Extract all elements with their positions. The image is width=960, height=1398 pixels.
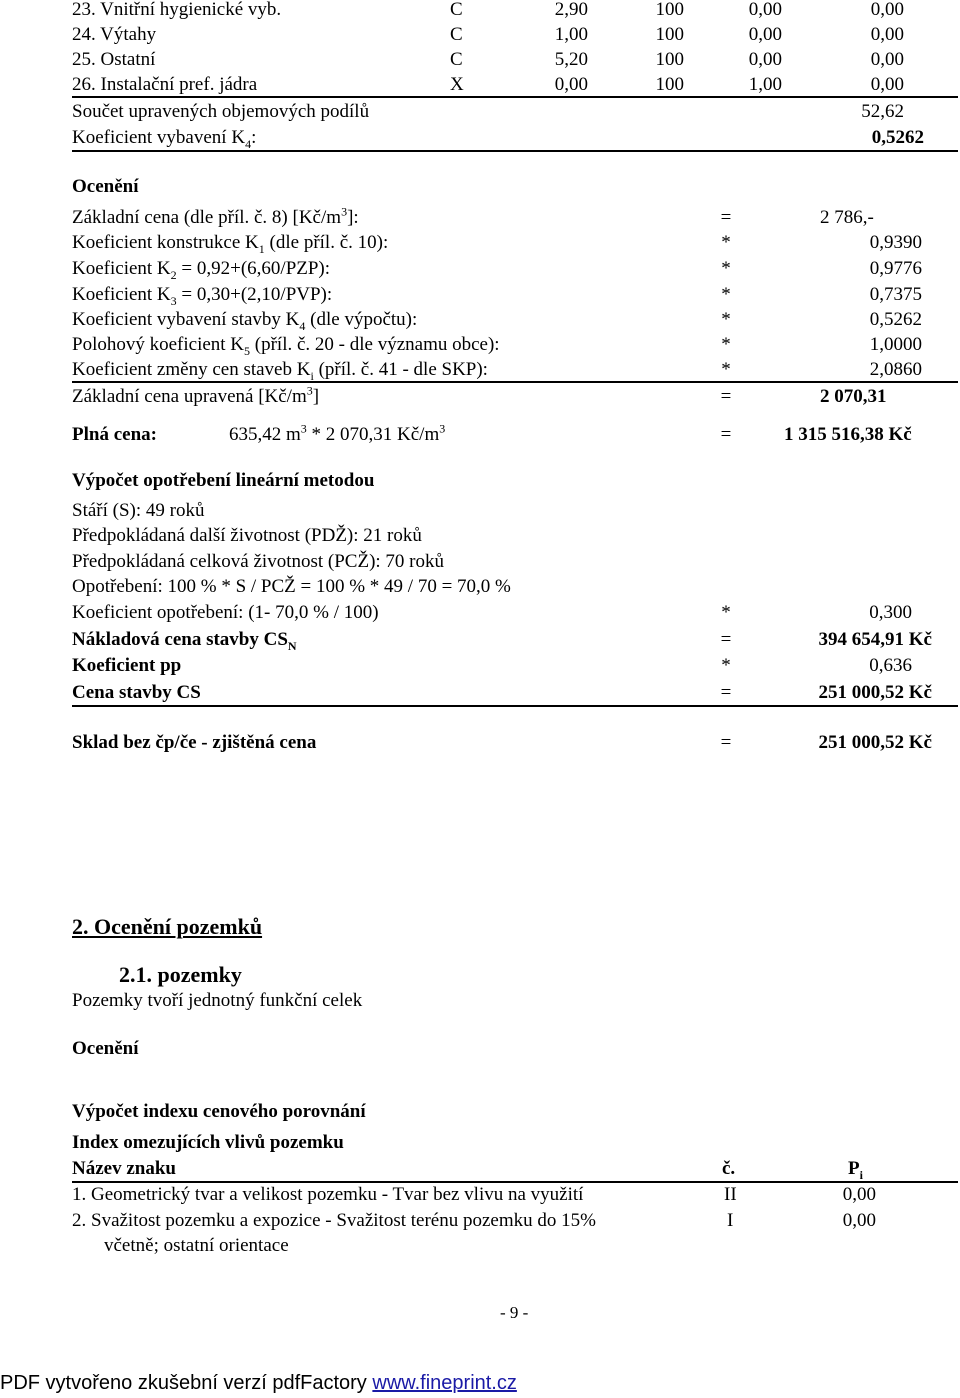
pp-op: * — [721, 655, 731, 676]
calc-value: 0,7375 — [869, 284, 922, 305]
depreciation-coef-value: 0,300 — [869, 602, 912, 623]
divider — [72, 381, 958, 383]
footer-text: PDF vytvořeno zkušební verzí pdfFactory — [0, 1372, 373, 1394]
oceneni-heading: Ocenění — [72, 1038, 139, 1059]
equip-row-name: 24. Výtahy — [72, 24, 157, 45]
equip-row-code: C — [450, 0, 463, 20]
calc-op: * — [721, 309, 731, 330]
equip-row-v2: 100 — [655, 49, 684, 70]
cost-op: = — [720, 629, 732, 650]
full-price-value: 1 315 516,38 Kč — [784, 424, 912, 445]
pp-value: 0,636 — [869, 655, 912, 676]
k4-label: Koeficient vybavení $K_4$: — [72, 127, 257, 151]
equip-row-name: 26. Instalační pref. jádra — [72, 74, 258, 95]
calc-value: 1,0000 — [869, 334, 922, 355]
index-heading: Výpočet indexu cenového porovnání — [72, 1101, 366, 1122]
equip-row-code: C — [450, 24, 463, 45]
equip-row-v3: 0,00 — [748, 24, 782, 45]
limit-row-name: 2. Svažitost pozemku a expozice - Svažitost terénu pozemku do 15% — [72, 1210, 596, 1231]
col-name-header: Název znaku — [72, 1158, 176, 1179]
limit-row-name-cont: včetně; ostatní orientace — [104, 1235, 289, 1256]
calc-label: Polohový koeficient $K_5$ (příl. č. 20 - dle významu obce): — [72, 334, 500, 358]
calc-value: 0,9776 — [869, 258, 922, 279]
equip-row-v4: 0,00 — [870, 0, 904, 20]
sklad-value: 251 000,52 Kč — [818, 732, 932, 753]
equip-row-v2: 100 — [655, 0, 684, 20]
full-price-op: = — [720, 424, 732, 445]
depreciation-heading: Výpočet opotřebení lineární metodou — [72, 470, 375, 491]
calc-op: * — [721, 258, 731, 279]
cost-value: 394 654,91 Kč — [818, 629, 932, 650]
full-price-label: Plná cena: — [72, 424, 157, 445]
equip-row-v1: 0,00 — [554, 74, 588, 95]
divider — [72, 96, 958, 98]
depreciation-line: Předpokládaná celková životnost (PCŽ): 70 roků — [72, 551, 445, 572]
equip-row-v4: 0,00 — [870, 24, 904, 45]
depreciation-line: Stáří (S): 49 roků — [72, 500, 205, 521]
page-number: - 9 - — [500, 1303, 529, 1322]
calc-value: 2 786,- — [820, 207, 874, 228]
limits-heading: Index omezujících vlivů pozemku — [72, 1132, 344, 1153]
equip-row-v1: 2,90 — [554, 0, 588, 20]
section-title: 2. Ocenění pozemků — [72, 914, 263, 939]
cs-label: Cena stavby CS — [72, 682, 201, 703]
calc-label: Koeficient $K_3 = 0,30+(2,10/PVP)$: — [72, 284, 333, 308]
col-no-header: č. — [722, 1158, 736, 1179]
pdf-footer — [0, 1370, 517, 1396]
sklad-op: = — [720, 732, 732, 753]
k4-value: 0,5262 — [871, 127, 924, 148]
subsection-title: 2.1. pozemky — [119, 962, 242, 987]
calc-label: Koeficient vybavení stavby $K_4$ (dle výpočtu): — [72, 309, 418, 333]
divider — [72, 705, 958, 707]
divider — [72, 150, 958, 152]
limit-row-p: 0,00 — [842, 1210, 876, 1231]
equip-row-code: X — [450, 74, 464, 95]
col-p-header: $P_i$ — [848, 1158, 863, 1182]
equip-row-v1: 5,20 — [554, 49, 588, 70]
equip-row-v4: 0,00 — [870, 49, 904, 70]
equip-row-v3: 0,00 — [748, 49, 782, 70]
pp-label: Koeficient pp — [72, 655, 182, 676]
sum-label: Součet upravených objemových podílů — [72, 101, 370, 122]
equip-row-code: C — [450, 49, 463, 70]
base-adjusted-label: Základní cena upravená $[Kč/m^3]$ — [72, 383, 320, 407]
calc-value: 2,0860 — [869, 359, 922, 380]
calc-label: Koeficient změny cen staveb $K_i$ (příl. č. 41 - dle SKP): — [72, 359, 488, 383]
equip-row-v3: 1,00 — [748, 74, 782, 95]
depreciation-coef-op: * — [721, 602, 731, 623]
footer-link[interactable]: www.fineprint.cz — [372, 1372, 517, 1394]
calc-label: Základní cena (dle příl. č. 8) $[Kč/m^3]$: — [72, 204, 359, 228]
equip-row-name: 23. Vnitřní hygienické vyb. — [72, 0, 282, 20]
limit-row-no: II — [724, 1184, 737, 1205]
full-price-expression: 635,42 $m^3 * 2$ 070,31 $Kč/m^3$ — [229, 421, 446, 445]
calc-value: 0,5262 — [869, 309, 922, 330]
limit-row-name: 1. Geometrický tvar a velikost pozemku - Tvar bez vlivu na využití — [72, 1184, 584, 1205]
cs-value: 251 000,52 Kč — [818, 682, 932, 703]
equip-row-v1: 1,00 — [554, 24, 588, 45]
calc-op: * — [721, 284, 731, 305]
oceneni-heading: Ocenění — [72, 176, 139, 197]
calc-value: 0,9390 — [869, 232, 922, 253]
sum-value: 52,62 — [861, 101, 904, 122]
depreciation-line: Předpokládaná další životnost (PDŽ): 21 roků — [72, 525, 422, 546]
calc-op: * — [721, 334, 731, 355]
calc-op: * — [721, 232, 731, 253]
cs-op: = — [720, 682, 732, 703]
section-description: Pozemky tvoří jednotný funkční celek — [72, 990, 363, 1011]
equip-row-v2: 100 — [655, 74, 684, 95]
limit-row-p: 0,00 — [842, 1184, 876, 1205]
equip-row-name: 25. Ostatní — [72, 49, 156, 70]
equip-row-v3: 0,00 — [748, 0, 782, 20]
equip-row-v4: 0,00 — [870, 74, 904, 95]
base-adjusted-value: 2 070,31 — [820, 386, 887, 407]
cost-label: Nákladová cena stavby $CS_N$ — [72, 629, 297, 653]
depreciation-coef-label: Koeficient opotřebení: (1- 70,0 % / 100) — [72, 602, 379, 623]
calc-op: = — [720, 207, 732, 228]
limit-row-no: I — [727, 1210, 734, 1231]
equip-row-v2: 100 — [655, 24, 684, 45]
calc-label: Koeficient $K_2 = 0,92+(6,60/PZP)$: — [72, 258, 331, 282]
base-adjusted-op: = — [720, 386, 732, 407]
calc-op: * — [721, 359, 731, 380]
calc-label: Koeficient konstrukce $K_1$ (dle příl. č. 10): — [72, 232, 389, 256]
sklad-label: Sklad bez čp/če - zjištěná cena — [72, 732, 317, 753]
depreciation-line: Opotřebení: 100 % * S / PCŽ = 100 % * 49 / 70 = 70,0 % — [72, 576, 511, 597]
